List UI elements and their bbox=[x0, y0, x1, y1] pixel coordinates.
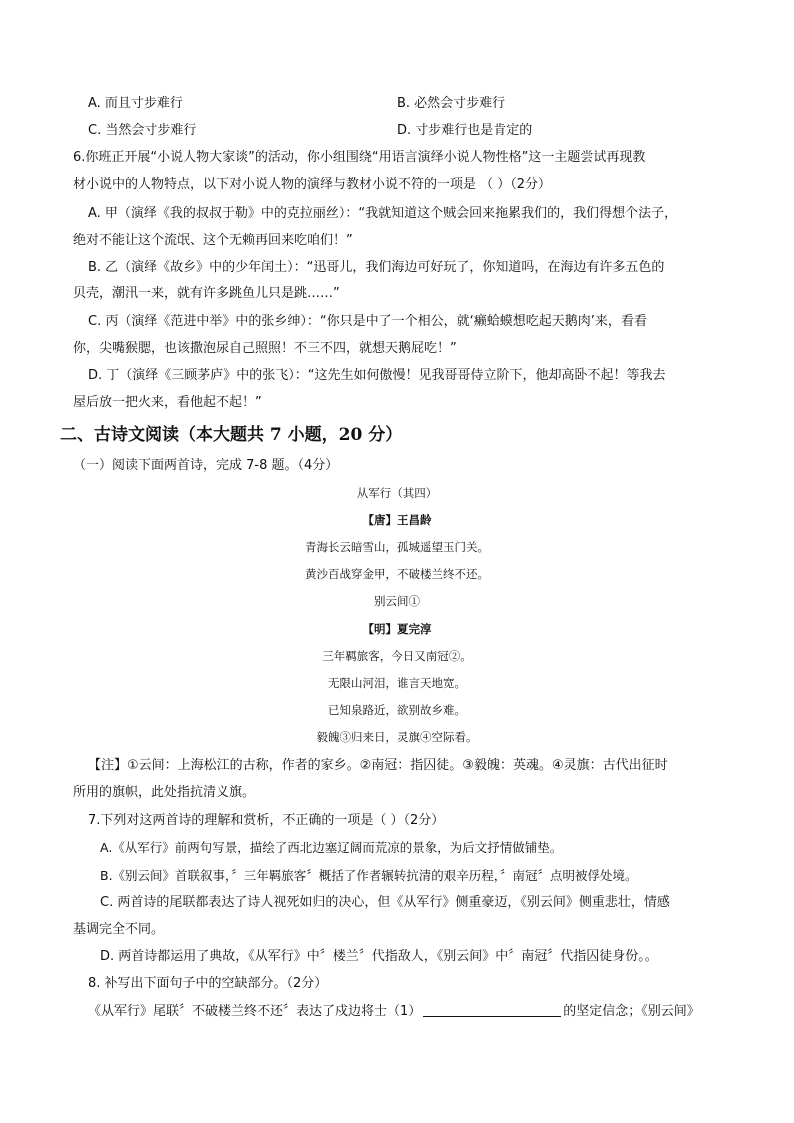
q6-option-c-line1: C. 丙（演绎《范进中举》中的张乡绅）：“你只是中了一个相公，就‘癞蛤蟆想吃起天鹅肉’来，看看 bbox=[88, 314, 647, 329]
poem2-line4: 毅魄③归来日，灵旗④空际看。 bbox=[316, 730, 478, 744]
note-line1: 【注】①云间：上海松江的古称，作者的家乡。②南冠：指囚徒。③毅魄：英魂。④灵旗：古代出征时 bbox=[88, 758, 668, 773]
poem2-line1: 三年羁旅客，今日又南冠②。 bbox=[322, 649, 472, 663]
q6-stem-line1: 6.你班正开展“小说人物大家谈”的活动，你小组围绕“用语言演绎小说人物性格”这一主题尝试再现教 bbox=[73, 150, 646, 165]
q7-option-b: B.《别云间》首联叙事，〞三年羁旅客〞概括了作者辗转抗清的艰辛历程，〞南冠〞点明被俘处境。 bbox=[100, 868, 638, 883]
q8-text-after: 的坚定信念；《别云间》 bbox=[563, 1004, 700, 1019]
q8-stem: 8. 补写出下面句子中的空缺部分。（2分） bbox=[88, 976, 328, 991]
poem1-author: 【唐】王昌龄 bbox=[362, 513, 432, 527]
q5-option-a: A. 而且寸步难行 bbox=[88, 96, 183, 111]
q6-option-a-line2: 绝对不能让这个流氓、这个无赖再回来吃咱们！” bbox=[73, 233, 353, 248]
q7-stem: 7.下列对这两首诗的理解和赏析，不正确的一项是（ ）（2分） bbox=[88, 813, 445, 828]
q7-option-a: A.《从军行》前两句写景，描绘了西北边塞辽阔而荒凉的景象，为后文抒情做铺垫。 bbox=[100, 840, 563, 855]
q6-option-d-line2: 屋后放一把火来，看他起不起！” bbox=[73, 395, 262, 410]
q5-option-b: B. 必然会寸步难行 bbox=[397, 96, 506, 111]
poem2-line3: 已知泉路近，欲别故乡难。 bbox=[328, 703, 466, 717]
q7-option-c-line1: C. 两首诗的尾联都表达了诗人视死如归的决心，但《从军行》侧重豪迈，《别云间》侧重悲壮，情感 bbox=[100, 895, 670, 910]
section-heading: 二、古诗文阅读（本大题共 7 小题，20 分） bbox=[60, 425, 403, 445]
poem1-title: 从军行（其四） bbox=[356, 486, 438, 500]
poem1-line1: 青海长云暗雪山，孤城遥望玉门关。 bbox=[305, 540, 489, 554]
part1-intro: （一）阅读下面两首诗，完成 7-8 题。（4分） bbox=[73, 458, 339, 473]
q8-text-line bbox=[88, 1002, 700, 1022]
q7-option-d: D. 两首诗都运用了典故，《从军行》中〞楼兰〞代指敌人，《别云间》中〞南冠〞代指囚徒身份。。 bbox=[100, 949, 658, 964]
q6-option-b-line1: B. 乙（演绎《故乡》中的少年闰土）：“迅哥儿，我们海边可好玩了，你知道吗，在海边有许多五色的 bbox=[88, 260, 665, 275]
q7-option-c-line2: 基调完全不同。 bbox=[73, 922, 165, 937]
q6-option-a-line1: A. 甲（演绎《我的叔叔于勒》中的克拉丽丝）：“我就知道这个贼会回来拖累我们的，我们得想个法子， bbox=[88, 206, 678, 221]
poem1-line2: 黄沙百战穿金甲，不破楼兰终不还。 bbox=[305, 567, 489, 581]
poem2-line2: 无限山河泪，谁言天地宽。 bbox=[328, 676, 466, 690]
q6-stem-line2: 材小说中的人物特点，以下对小说人物的演绎与教材小说不符的一项是 （ ）（2分） bbox=[73, 177, 552, 192]
q8-text-before: 《从军行》尾联〞不破楼兰终不还〞表达了戍边将士（1） bbox=[88, 1004, 422, 1019]
q6-option-b-line2: 贝壳，潮汛一来，就有许多跳鱼儿只是跳……” bbox=[73, 286, 340, 301]
q8-answer-blank-1[interactable] bbox=[423, 1002, 561, 1017]
note-line2: 所用的旗帜，此处指抗清义旗。 bbox=[73, 785, 256, 800]
poem2-author: 【明】夏完淳 bbox=[362, 622, 432, 636]
q5-option-c: C. 当然会寸步难行 bbox=[88, 123, 197, 138]
q6-option-c-line2: 你，尖嘴猴腮，也该撒泡尿自己照照！不三不四，就想天鹅屁吃！” bbox=[73, 341, 457, 356]
poem2-title: 别云间① bbox=[374, 594, 420, 608]
q5-option-d: D. 寸步难行也是肯定的 bbox=[397, 123, 533, 138]
q6-option-d-line1: D. 丁（演绎《三顾茅庐》中的张飞）：“这先生如何傲慢！见我哥哥侍立阶下，他却高卧不起！等我去 bbox=[88, 368, 666, 383]
